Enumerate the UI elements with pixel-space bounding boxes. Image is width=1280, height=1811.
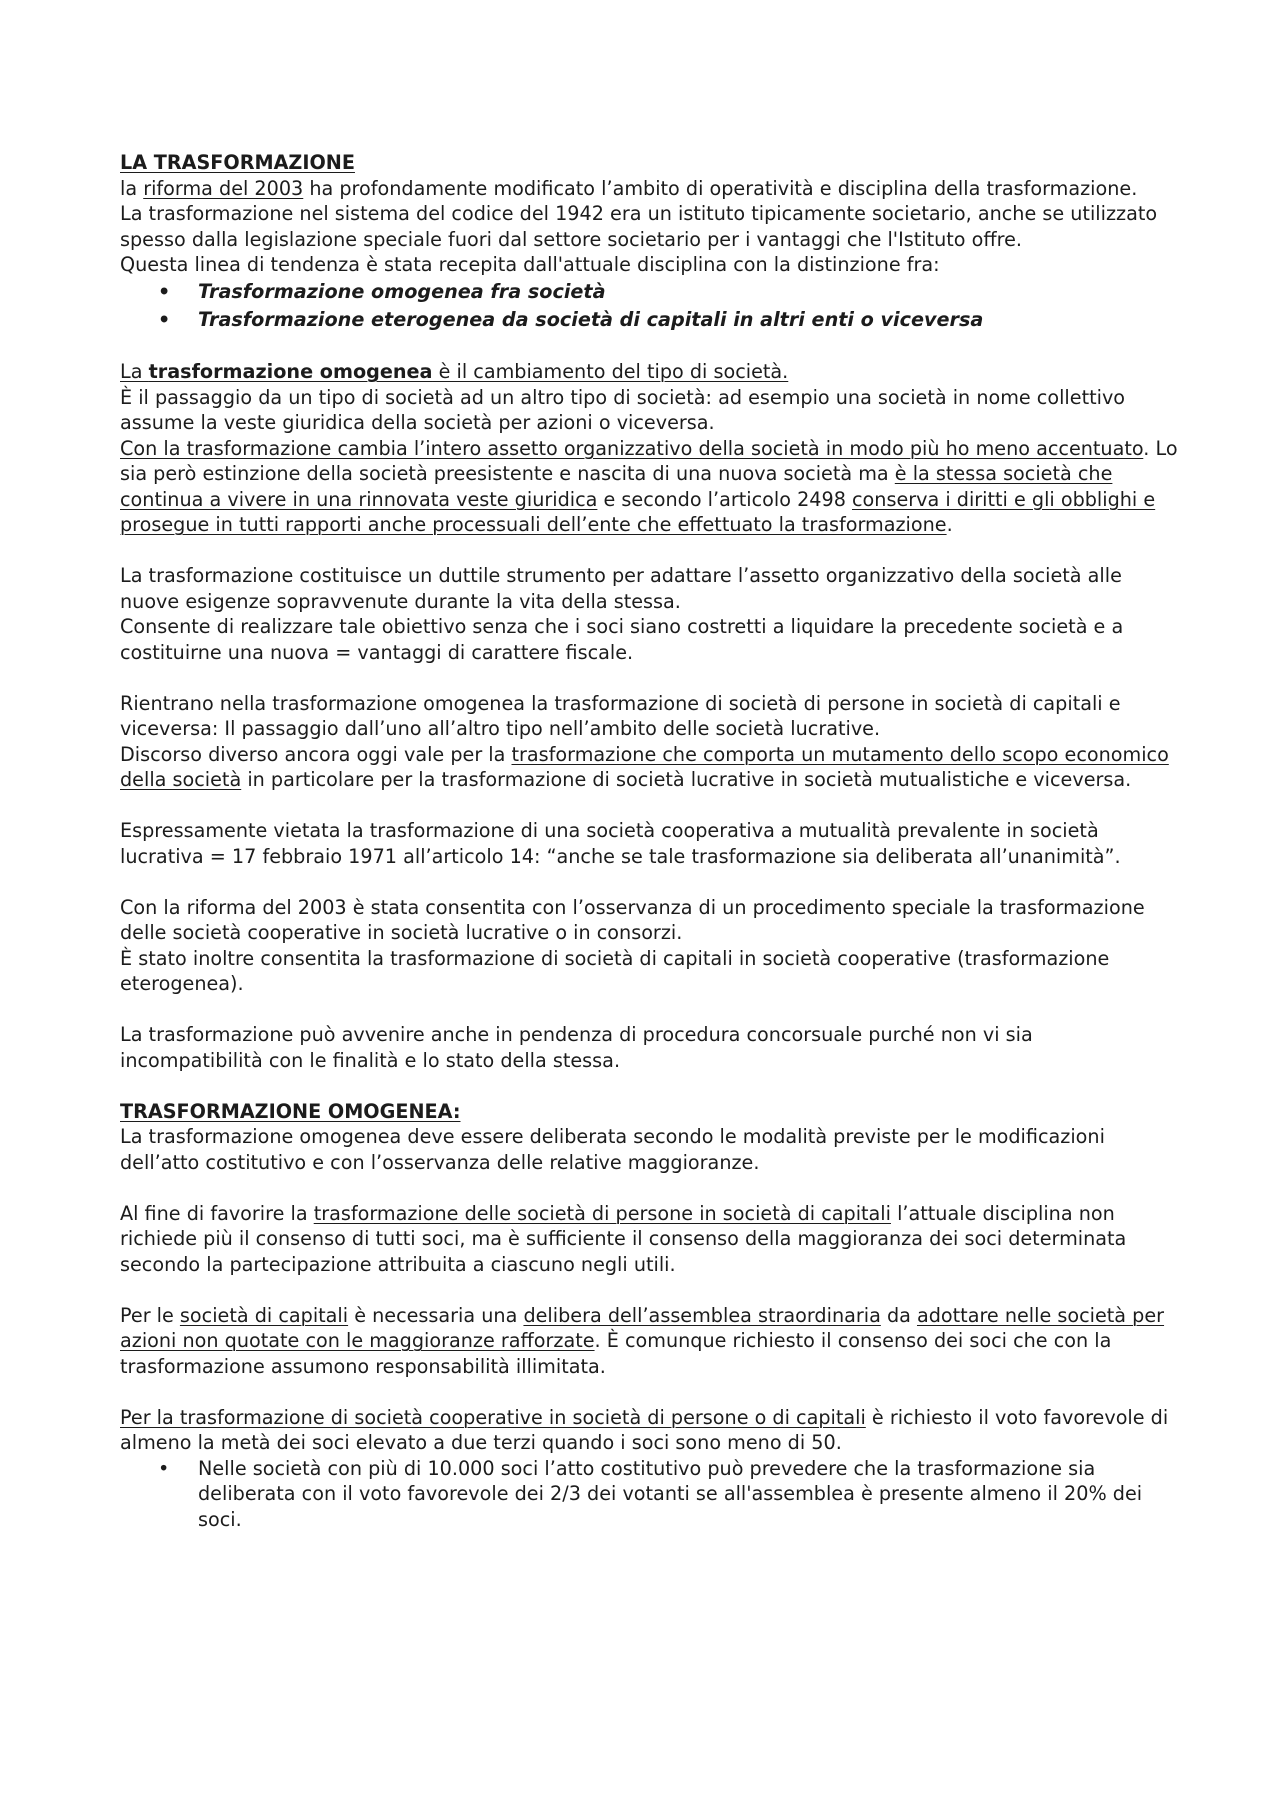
text: la [120, 176, 144, 200]
underlined-text: conserva i diritti e gli obblighi e prosegue in tutti rapporti anche processuali dell’ente che effettuato la trasformazione [120, 487, 1156, 536]
text: è il cambiamento del tipo di società. [432, 360, 789, 383]
underlined-text: delibera dell’assemblea straordinaria [523, 1303, 881, 1327]
paragraph: Consente di realizzare tale obiettivo senza che i soci siano costretti a liquidare la precedente società e a costituirne una nuova = vantaggi di carattere fiscale. [120, 615, 1124, 664]
text: Discorso diverso ancora oggi vale per la [120, 742, 512, 766]
paragraph: La trasformazione può avvenire anche in pendenza di procedura concorsuale purché non vi sia incompatibilità con le finalità e lo stato della stessa. [120, 1023, 1033, 1072]
paragraph: La trasformazione costituisce un duttile strumento per adattare l’assetto organizzativo della società alle nuove esigenze sopravvenute durante la vita della stessa. [120, 564, 1122, 613]
paragraph [120, 1201, 1180, 1278]
text: . È comunque richiesto il consenso dei soci che con la trasformazione assumono responsabilità illimitata. [120, 1329, 1112, 1378]
underlined-text: Per la trasformazione di società cooperative in società di persone o di capitali [120, 1405, 866, 1429]
list-item: • Nelle società con più di 10.000 soci l’atto costitutivo può prevedere che la trasformazione sia deliberata con il voto favorevole dei 2/3 dei votanti se all'assemblea è presente almeno il 20% dei soci. [120, 1456, 1180, 1533]
paragraph [120, 436, 1180, 538]
text: è necessaria una [348, 1303, 524, 1327]
bullet-list [120, 1456, 1180, 1533]
text: da [880, 1303, 917, 1327]
bold-text: trasformazione omogenea [148, 360, 433, 383]
paragraph: È il passaggio da un tipo di società ad un altro tipo di società: ad esempio una società in nome collettivo assume la veste giuridica della società per azioni o viceversa. [120, 385, 1126, 434]
text: è richiesto il voto favorevole di almeno la metà dei soci elevato a due terzi quando i soci sono meno di 50. [120, 1405, 1169, 1454]
paragraph: Questa linea di tendenza è stata recepita dall'attuale disciplina con la distinzione fra: [120, 253, 940, 276]
paragraph: La trasformazione omogenea deve essere deliberata secondo le modalità previste per le modificazioni dell’atto costitutivo e con l’osservanza delle relative maggioranze. [120, 1125, 1105, 1174]
list-item: • Trasformazione omogenea fra società [120, 278, 1180, 306]
text: Al fine di favorire la [120, 1201, 314, 1225]
underlined-text: trasformazione delle società di persone in società di capitali [313, 1201, 891, 1225]
underlined-text: Con la trasformazione cambia l’intero assetto organizzativo della società in modo più ho meno accentuato [120, 436, 1144, 460]
text: Per le [120, 1303, 180, 1327]
paragraph: Con la riforma del 2003 è stata consentita con l’osservanza di un procedimento speciale la trasformazione delle società cooperative in società lucrative o in consorzi. [120, 895, 1145, 944]
paragraph: Espressamente vietata la trasformazione di una società cooperativa a mutualità prevalente in società lucrativa = 17 febbraio 1971 all’articolo 14: “anche se tale trasformazione sia deliberata all’unanimità”. [120, 819, 1121, 868]
text: . [946, 513, 953, 536]
list-item: • Trasformazione eterogenea da società di capitali in altri enti o viceversa [120, 306, 1180, 334]
underlined-text: riforma del 2003 [143, 176, 304, 200]
paragraph [120, 359, 1180, 385]
text: La [120, 360, 149, 383]
underlined-text: trasformazione che comporta un mutamento dello scopo economico della società [120, 742, 1169, 791]
underlined-text: è la stessa società che continua a vivere in una rinnovata veste giuridica [120, 462, 1113, 511]
text: . Lo sia però estinzione della società preesistente e nascita di una nuova società ma [120, 436, 1178, 485]
paragraph [120, 176, 1180, 202]
paragraph [120, 1405, 1180, 1456]
paragraph [120, 742, 1180, 793]
document-page [120, 150, 1180, 1532]
underlined-text: adottare nelle società per azioni non quotate con le maggioranze rafforzate [120, 1303, 1165, 1352]
section-title: TRASFORMAZIONE OMOGENEA: [120, 1099, 461, 1123]
paragraph [120, 1303, 1180, 1380]
text: e secondo l’articolo 2498 [597, 487, 852, 511]
bullet-list [120, 278, 1180, 334]
paragraph: La trasformazione nel sistema del codice del 1942 era un istituto tipicamente societario, anche se utilizzato spesso dalla legislazione speciale fuori dal settore societario per i vantaggi che l'Istituto offre. [120, 202, 1158, 251]
paragraph: Rientrano nella trasformazione omogenea la trasformazione di società di persone in società di capitali e viceversa: Il passaggio dall’uno all’altro tipo nell’ambito delle società lucrative. [120, 691, 1121, 740]
section-title: LA TRASFORMAZIONE [120, 151, 355, 174]
text: in particolare per la trasformazione di società lucrative in società mutualistiche e viceversa. [241, 768, 1132, 791]
text: l’attuale disciplina non richiede più il consenso di tutti soci, ma è sufficiente il consenso della maggioranza dei soci determinata secondo la partecipazione attribuita a ciascuno negli utili. [120, 1201, 1127, 1276]
underlined-text: società di capitali [179, 1303, 349, 1327]
paragraph: È stato inoltre consentita la trasformazione di società di capitali in società cooperative (trasformazione eterogenea). [120, 946, 1110, 995]
text: ha profondamente modificato l’ambito di operatività e disciplina della trasformazione. [303, 176, 1138, 200]
